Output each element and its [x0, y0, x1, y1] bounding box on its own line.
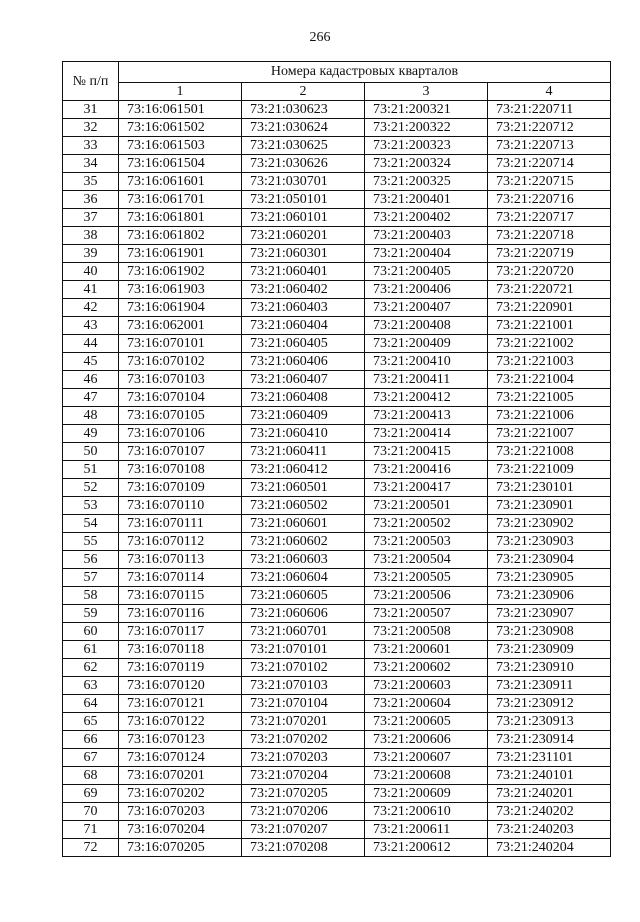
cadastral-number-cell: 73:21:070102	[242, 659, 365, 677]
row-number-cell: 62	[63, 659, 119, 677]
cadastral-number-cell: 73:21:200501	[365, 497, 488, 515]
cadastral-number-cell: 73:21:200321	[365, 101, 488, 119]
table-row	[63, 425, 611, 443]
cadastral-number-cell: 73:21:060408	[242, 389, 365, 407]
cadastral-number-cell: 73:16:070108	[119, 461, 242, 479]
cadastral-number-cell: 73:21:200612	[365, 839, 488, 857]
cadastral-number-cell: 73:21:060606	[242, 605, 365, 623]
cadastral-number-cell: 73:21:230904	[488, 551, 611, 569]
cadastral-number-cell: 73:21:200609	[365, 785, 488, 803]
cadastral-number-cell: 73:16:070201	[119, 767, 242, 785]
cadastral-number-cell: 73:21:030625	[242, 137, 365, 155]
table-row	[63, 461, 611, 479]
cadastral-number-cell: 73:21:220717	[488, 209, 611, 227]
table-row	[63, 209, 611, 227]
cadastral-number-cell: 73:21:200602	[365, 659, 488, 677]
table-row	[63, 281, 611, 299]
row-number-cell: 55	[63, 533, 119, 551]
cadastral-number-cell: 73:21:220715	[488, 173, 611, 191]
cadastral-number-cell: 73:21:070206	[242, 803, 365, 821]
cadastral-number-cell: 73:21:200412	[365, 389, 488, 407]
cadastral-number-cell: 73:16:070118	[119, 641, 242, 659]
table-row	[63, 677, 611, 695]
cadastral-number-cell: 73:16:070114	[119, 569, 242, 587]
cadastral-number-cell: 73:21:230901	[488, 497, 611, 515]
row-number-cell: 65	[63, 713, 119, 731]
cadastral-number-cell: 73:21:060412	[242, 461, 365, 479]
cadastral-number-cell: 73:21:230910	[488, 659, 611, 677]
table-body	[63, 101, 611, 857]
cadastral-number-cell: 73:21:200506	[365, 587, 488, 605]
table-header	[63, 62, 611, 101]
cadastral-number-cell: 73:21:230914	[488, 731, 611, 749]
cadastral-number-cell: 73:21:030624	[242, 119, 365, 137]
row-number-cell: 47	[63, 389, 119, 407]
cadastral-number-cell: 73:21:070204	[242, 767, 365, 785]
cadastral-number-cell: 73:16:070106	[119, 425, 242, 443]
cadastral-number-cell: 73:21:220716	[488, 191, 611, 209]
table-row	[63, 587, 611, 605]
row-number-cell: 34	[63, 155, 119, 173]
cadastral-number-cell: 73:21:200325	[365, 173, 488, 191]
table-row	[63, 803, 611, 821]
cadastral-number-cell: 73:21:240203	[488, 821, 611, 839]
cadastral-number-cell: 73:21:231101	[488, 749, 611, 767]
cadastral-number-cell: 73:21:060403	[242, 299, 365, 317]
row-number-cell: 40	[63, 263, 119, 281]
cadastral-number-cell: 73:21:200406	[365, 281, 488, 299]
row-number-cell: 35	[63, 173, 119, 191]
cadastral-number-cell: 73:21:200605	[365, 713, 488, 731]
row-number-cell: 64	[63, 695, 119, 713]
table-row	[63, 839, 611, 857]
cadastral-number-cell: 73:16:070115	[119, 587, 242, 605]
cadastral-number-cell: 73:21:200323	[365, 137, 488, 155]
column-number-1: 1	[119, 83, 242, 101]
cadastral-number-cell: 73:21:200401	[365, 191, 488, 209]
cadastral-number-cell: 73:16:070107	[119, 443, 242, 461]
cadastral-number-cell: 73:21:221004	[488, 371, 611, 389]
table-row	[63, 245, 611, 263]
row-number-cell: 72	[63, 839, 119, 857]
cadastral-number-cell: 73:21:200407	[365, 299, 488, 317]
cadastral-number-cell: 73:21:200404	[365, 245, 488, 263]
cadastral-number-cell: 73:21:030626	[242, 155, 365, 173]
table-row	[63, 119, 611, 137]
cadastral-number-cell: 73:21:060605	[242, 587, 365, 605]
table-row	[63, 767, 611, 785]
cadastral-number-cell: 73:21:200505	[365, 569, 488, 587]
cadastral-number-cell: 73:21:200502	[365, 515, 488, 533]
row-number-cell: 57	[63, 569, 119, 587]
cadastral-number-cell: 73:16:061801	[119, 209, 242, 227]
cadastral-number-cell: 73:21:060604	[242, 569, 365, 587]
row-number-cell: 58	[63, 587, 119, 605]
table-row	[63, 641, 611, 659]
cadastral-number-cell: 73:21:230908	[488, 623, 611, 641]
cadastral-number-cell: 73:21:200413	[365, 407, 488, 425]
cadastral-number-cell: 73:21:200403	[365, 227, 488, 245]
cadastral-number-cell: 73:16:070104	[119, 389, 242, 407]
cadastral-number-cell: 73:21:200402	[365, 209, 488, 227]
cadastral-number-cell: 73:21:220719	[488, 245, 611, 263]
cadastral-number-cell: 73:21:060602	[242, 533, 365, 551]
cadastral-number-cell: 73:21:200416	[365, 461, 488, 479]
cadastral-number-cell: 73:21:030701	[242, 173, 365, 191]
cadastral-number-cell: 73:16:061503	[119, 137, 242, 155]
cadastral-number-cell: 73:21:030623	[242, 101, 365, 119]
cadastral-number-cell: 73:16:070109	[119, 479, 242, 497]
cadastral-number-cell: 73:21:230101	[488, 479, 611, 497]
cadastral-number-cell: 73:21:060402	[242, 281, 365, 299]
cadastral-number-cell: 73:16:070116	[119, 605, 242, 623]
row-number-cell: 60	[63, 623, 119, 641]
cadastral-number-cell: 73:21:230913	[488, 713, 611, 731]
row-number-cell: 39	[63, 245, 119, 263]
cadastral-number-cell: 73:16:061701	[119, 191, 242, 209]
cadastral-number-cell: 73:21:220721	[488, 281, 611, 299]
cadastral-number-cell: 73:21:060502	[242, 497, 365, 515]
cadastral-number-cell: 73:16:061502	[119, 119, 242, 137]
cadastral-number-cell: 73:16:070205	[119, 839, 242, 857]
cadastral-number-cell: 73:21:070202	[242, 731, 365, 749]
page-number: 266	[309, 30, 331, 45]
table-row	[63, 623, 611, 641]
row-number-cell: 37	[63, 209, 119, 227]
row-number-cell: 52	[63, 479, 119, 497]
header-group: Номера кадастровых кварталов	[119, 62, 611, 83]
cadastral-number-cell: 73:21:070208	[242, 839, 365, 857]
table-row	[63, 551, 611, 569]
cadastral-number-cell: 73:21:221002	[488, 335, 611, 353]
table-row	[63, 137, 611, 155]
row-number-cell: 31	[63, 101, 119, 119]
row-number-cell: 43	[63, 317, 119, 335]
table-row	[63, 695, 611, 713]
cadastral-number-cell: 73:16:070123	[119, 731, 242, 749]
cadastral-number-cell: 73:16:070204	[119, 821, 242, 839]
table-row	[63, 569, 611, 587]
table-row	[63, 317, 611, 335]
table-row	[63, 443, 611, 461]
cadastral-number-cell: 73:21:240101	[488, 767, 611, 785]
row-number-cell: 42	[63, 299, 119, 317]
cadastral-number-cell: 73:21:221009	[488, 461, 611, 479]
cadastral-number-cell: 73:21:200417	[365, 479, 488, 497]
cadastral-number-cell: 73:21:060404	[242, 317, 365, 335]
row-number-cell: 50	[63, 443, 119, 461]
cadastral-number-cell: 73:21:070101	[242, 641, 365, 659]
cadastral-number-cell: 73:16:070102	[119, 353, 242, 371]
cadastral-number-cell: 73:21:230907	[488, 605, 611, 623]
table-row	[63, 605, 611, 623]
cadastral-number-cell: 73:16:061901	[119, 245, 242, 263]
cadastral-number-cell: 73:21:200608	[365, 767, 488, 785]
cadastral-number-cell: 73:16:070203	[119, 803, 242, 821]
cadastral-number-cell: 73:21:200409	[365, 335, 488, 353]
cadastral-number-cell: 73:21:230902	[488, 515, 611, 533]
cadastral-number-cell: 73:21:200604	[365, 695, 488, 713]
cadastral-number-cell: 73:16:061904	[119, 299, 242, 317]
cadastral-number-cell: 73:21:230903	[488, 533, 611, 551]
table-row	[63, 353, 611, 371]
cadastral-number-cell: 73:21:220712	[488, 119, 611, 137]
cadastral-number-cell: 73:16:070113	[119, 551, 242, 569]
table-row	[63, 497, 611, 515]
cadastral-number-cell: 73:21:060406	[242, 353, 365, 371]
cadastral-number-cell: 73:21:230909	[488, 641, 611, 659]
cadastral-number-cell: 73:21:200405	[365, 263, 488, 281]
cadastral-number-cell: 73:21:230911	[488, 677, 611, 695]
cadastral-number-cell: 73:16:070120	[119, 677, 242, 695]
cadastral-number-cell: 73:21:050101	[242, 191, 365, 209]
cadastral-number-cell: 73:21:221008	[488, 443, 611, 461]
table-row	[63, 227, 611, 245]
table-row	[63, 335, 611, 353]
cadastral-number-cell: 73:16:070110	[119, 497, 242, 515]
cadastral-number-cell: 73:21:220714	[488, 155, 611, 173]
cadastral-number-cell: 73:21:200322	[365, 119, 488, 137]
cadastral-number-cell: 73:21:200411	[365, 371, 488, 389]
row-number-cell: 33	[63, 137, 119, 155]
row-number-cell: 68	[63, 767, 119, 785]
cadastral-number-cell: 73:16:070112	[119, 533, 242, 551]
cadastral-number-cell: 73:16:061802	[119, 227, 242, 245]
table-row	[63, 173, 611, 191]
table-row	[63, 479, 611, 497]
cadastral-number-cell: 73:21:070205	[242, 785, 365, 803]
cadastral-number-cell: 73:16:070101	[119, 335, 242, 353]
row-number-cell: 70	[63, 803, 119, 821]
row-number-cell: 67	[63, 749, 119, 767]
column-number-4: 4	[488, 83, 611, 101]
cadastral-number-cell: 73:16:070119	[119, 659, 242, 677]
cadastral-number-cell: 73:21:070203	[242, 749, 365, 767]
cadastral-number-cell: 73:21:060101	[242, 209, 365, 227]
cadastral-number-cell: 73:21:240201	[488, 785, 611, 803]
table-row	[63, 731, 611, 749]
table-row	[63, 101, 611, 119]
table-row	[63, 659, 611, 677]
cadastral-number-cell: 73:21:060301	[242, 245, 365, 263]
cadastral-number-cell: 73:21:230912	[488, 695, 611, 713]
cadastral-number-cell: 73:21:240204	[488, 839, 611, 857]
cadastral-number-cell: 73:21:060603	[242, 551, 365, 569]
cadastral-number-cell: 73:21:220901	[488, 299, 611, 317]
cadastral-number-cell: 73:21:070201	[242, 713, 365, 731]
cadastral-number-cell: 73:21:200414	[365, 425, 488, 443]
table-row	[63, 785, 611, 803]
row-number-cell: 63	[63, 677, 119, 695]
cadastral-number-cell: 73:21:060201	[242, 227, 365, 245]
cadastral-number-cell: 73:21:221005	[488, 389, 611, 407]
row-number-cell: 48	[63, 407, 119, 425]
cadastral-number-cell: 73:16:061902	[119, 263, 242, 281]
table-row	[63, 191, 611, 209]
cadastral-number-cell: 73:16:062001	[119, 317, 242, 335]
row-number-cell: 38	[63, 227, 119, 245]
row-number-cell: 53	[63, 497, 119, 515]
table-row	[63, 533, 611, 551]
cadastral-number-cell: 73:21:060501	[242, 479, 365, 497]
row-number-cell: 49	[63, 425, 119, 443]
cadastral-number-cell: 73:21:200324	[365, 155, 488, 173]
cadastral-number-cell: 73:21:060407	[242, 371, 365, 389]
cadastral-number-cell: 73:21:221006	[488, 407, 611, 425]
row-number-cell: 51	[63, 461, 119, 479]
cadastral-number-cell: 73:21:200606	[365, 731, 488, 749]
cadastral-number-cell: 73:16:070117	[119, 623, 242, 641]
row-number-cell: 44	[63, 335, 119, 353]
cadastral-number-cell: 73:16:070105	[119, 407, 242, 425]
cadastral-number-cell: 73:21:221003	[488, 353, 611, 371]
cadastral-number-cell: 73:21:230906	[488, 587, 611, 605]
cadastral-number-cell: 73:21:220713	[488, 137, 611, 155]
cadastral-number-cell: 73:16:061501	[119, 101, 242, 119]
column-number-3: 3	[365, 83, 488, 101]
cadastral-number-cell: 73:21:070103	[242, 677, 365, 695]
cadastral-table	[62, 61, 611, 857]
cadastral-number-cell: 73:21:200503	[365, 533, 488, 551]
row-number-cell: 54	[63, 515, 119, 533]
cadastral-number-cell: 73:21:220720	[488, 263, 611, 281]
cadastral-number-cell: 73:21:200507	[365, 605, 488, 623]
table-row	[63, 515, 611, 533]
header-number: № п/п	[63, 62, 119, 101]
cadastral-number-cell: 73:16:070124	[119, 749, 242, 767]
table-row	[63, 713, 611, 731]
row-number-cell: 66	[63, 731, 119, 749]
cadastral-number-cell: 73:21:221007	[488, 425, 611, 443]
cadastral-number-cell: 73:21:240202	[488, 803, 611, 821]
cadastral-number-cell: 73:21:200408	[365, 317, 488, 335]
row-number-cell: 61	[63, 641, 119, 659]
cadastral-number-cell: 73:21:230905	[488, 569, 611, 587]
cadastral-number-cell: 73:21:060405	[242, 335, 365, 353]
row-number-cell: 69	[63, 785, 119, 803]
cadastral-number-cell: 73:21:060701	[242, 623, 365, 641]
row-number-cell: 59	[63, 605, 119, 623]
cadastral-number-cell: 73:21:060601	[242, 515, 365, 533]
cadastral-number-cell: 73:21:200601	[365, 641, 488, 659]
cadastral-number-cell: 73:16:070122	[119, 713, 242, 731]
cadastral-number-cell: 73:16:070121	[119, 695, 242, 713]
cadastral-number-cell: 73:21:200607	[365, 749, 488, 767]
cadastral-number-cell: 73:16:070202	[119, 785, 242, 803]
cadastral-number-cell: 73:21:200603	[365, 677, 488, 695]
cadastral-number-cell: 73:21:060401	[242, 263, 365, 281]
cadastral-number-cell: 73:16:061601	[119, 173, 242, 191]
row-number-cell: 71	[63, 821, 119, 839]
cadastral-number-cell: 73:16:070111	[119, 515, 242, 533]
column-number-2: 2	[242, 83, 365, 101]
cadastral-number-cell: 73:21:200415	[365, 443, 488, 461]
row-number-cell: 56	[63, 551, 119, 569]
cadastral-number-cell: 73:21:220711	[488, 101, 611, 119]
cadastral-number-cell: 73:16:061504	[119, 155, 242, 173]
cadastral-number-cell: 73:21:200508	[365, 623, 488, 641]
table-row	[63, 389, 611, 407]
table-row	[63, 407, 611, 425]
cadastral-number-cell: 73:21:070104	[242, 695, 365, 713]
row-number-cell: 45	[63, 353, 119, 371]
row-number-cell: 41	[63, 281, 119, 299]
cadastral-number-cell: 73:16:070103	[119, 371, 242, 389]
table-row	[63, 263, 611, 281]
cadastral-number-cell: 73:21:200410	[365, 353, 488, 371]
cadastral-number-cell: 73:21:221001	[488, 317, 611, 335]
cadastral-number-cell: 73:21:220718	[488, 227, 611, 245]
cadastral-number-cell: 73:21:060409	[242, 407, 365, 425]
cadastral-number-cell: 73:16:061903	[119, 281, 242, 299]
cadastral-number-cell: 73:21:200611	[365, 821, 488, 839]
table-row	[63, 155, 611, 173]
table-row	[63, 749, 611, 767]
table-row	[63, 299, 611, 317]
row-number-cell: 46	[63, 371, 119, 389]
row-number-cell: 32	[63, 119, 119, 137]
cadastral-number-cell: 73:21:200610	[365, 803, 488, 821]
cadastral-number-cell: 73:21:060410	[242, 425, 365, 443]
cadastral-number-cell: 73:21:070207	[242, 821, 365, 839]
cadastral-number-cell: 73:21:200504	[365, 551, 488, 569]
table-row	[63, 371, 611, 389]
cadastral-number-cell: 73:21:060411	[242, 443, 365, 461]
row-number-cell: 36	[63, 191, 119, 209]
table-row	[63, 821, 611, 839]
